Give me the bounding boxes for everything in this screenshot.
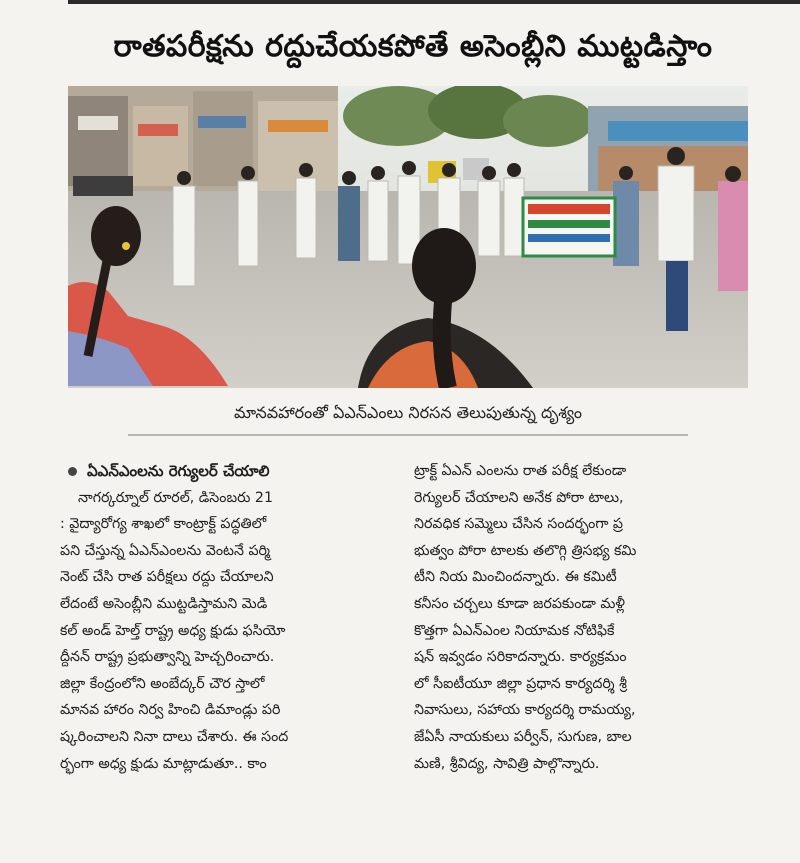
body-line: లో సీఐటీయూ జిల్లా ప్రధాన కార్యదర్శి శ్రీ: [414, 675, 627, 692]
body-line: పని చేస్తున్న ఏఎన్ఎంలను వెంటనే పర్మి: [60, 542, 271, 559]
body-line: కనీసం చర్చలు కూడా జరపకుండా మళ్లీ: [414, 595, 625, 612]
body-line: జిల్లా కేంద్రంలోని అంబేద్కర్ చౌర స్తాలో: [60, 675, 265, 692]
bullet-icon: [68, 467, 77, 476]
body-line: : వైద్యారోగ్య శాఖలో కాంట్రాక్ట్ పద్ధతిలో: [60, 516, 267, 533]
body-line: నెంట్ చేసి రాత పరీక్షలు రద్దు చేయాలని: [60, 569, 274, 586]
subheading-text: ఏఎన్ఎంలను రెగ్యులర్ చేయాలి: [87, 462, 270, 480]
body-line: కొత్తగా ఏఎన్ఎంల నియామక నోటిఫికే: [414, 622, 615, 639]
body-line: ద్దీనన్ రాష్ట్ర ప్రభుత్వాన్ని హెచ్చరించారు.: [60, 649, 275, 666]
body-line: టీని నియ మించిందన్నారు. ఈ కమిటీ: [414, 569, 617, 586]
body-line: మానవ హారం నిర్వ హించి డిమాండ్లు పరి: [60, 702, 281, 719]
body-line: ర్భంగా అధ్య క్షుడు మాట్లాడుతూ.. కాం: [60, 755, 267, 772]
body-line: ష్కరించాలని నినా దాలు చేశారు. ఈ సంద: [60, 728, 289, 745]
body-line: భుత్వం పోరా టాలకు తలొగ్గి త్రిసభ్య కమి: [414, 542, 637, 559]
body-line: నివాసులు, సహాయ కార్యదర్శి రామయ్య,: [414, 702, 636, 719]
body-line: రెగ్యులర్ చేయాలని అనేక పోరా టాలు,: [414, 489, 624, 506]
article-subheading: [60, 458, 416, 485]
body-line: మణి, శ్రీవిద్య, సావిత్రి పాల్గొన్నారు.: [414, 755, 600, 772]
photo-illustration: [68, 86, 748, 388]
body-line: నిరవధిక సమ్మెలు చేసిన సందర్భంగా ప్ర: [414, 516, 624, 533]
body-line: జేఏసీ నాయకులు పర్వీన్, సుగుణ, బాల: [414, 728, 632, 745]
top-rule: [68, 0, 800, 4]
photo-caption: మానవహారంతో ఏఎన్ఎంలు నిరసన తెలుపుతున్న దృశ్యం: [233, 403, 583, 422]
body-line: నాగర్కర్నూల్ రూరల్, డిసెంబరు 21: [78, 489, 273, 506]
article-column-right: [414, 458, 754, 777]
article-headline: రాతపరీక్షను రద్దుచేయకపోతే అసెంబ్లీని ముట్టడిస్తాం: [113, 29, 713, 64]
body-line: కల్ అండ్ హెల్త్ రాష్ట్ర అధ్య క్షుడు ఫసియో: [60, 622, 286, 639]
news-photo: [68, 86, 748, 388]
body-line: షన్ ఇవ్వడం సరికాదన్నారు. కార్యక్రమం: [414, 649, 627, 666]
article-column-left: [60, 458, 416, 777]
body-line: ట్రాక్ట్ ఏఎన్ ఎంలను రాత పరీక్ష లేకుండా: [414, 463, 627, 479]
body-line: లేదంటే అసెంబ్లీని ముట్టడిస్తామని మెడి: [60, 595, 268, 612]
caption-divider: [128, 434, 688, 436]
